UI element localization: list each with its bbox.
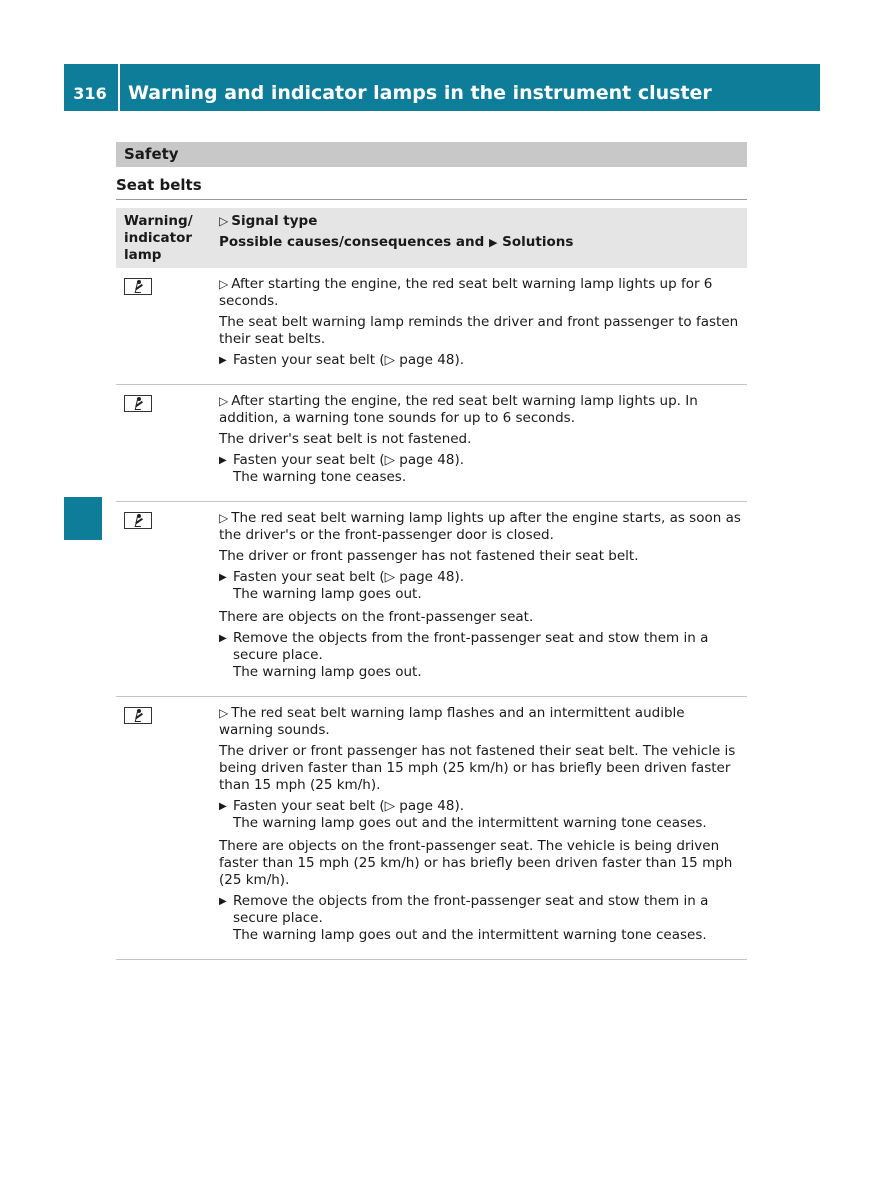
page-header [64, 64, 820, 111]
header-signal [211, 208, 747, 268]
action-step [219, 452, 741, 486]
table-row [116, 268, 747, 385]
action-result: The warning tone ceases. [233, 469, 407, 485]
action-step [219, 630, 741, 681]
lamp-cell [116, 697, 211, 960]
header-divider [118, 64, 120, 111]
header-signal-type: ▷ Signal type [219, 213, 739, 230]
lamp-cell [116, 268, 211, 385]
side-tab [64, 148, 102, 540]
side-tab-marker [64, 497, 102, 540]
seat-belt-icon [124, 395, 152, 412]
signal-type: ▷ After starting the engine, the red seat belt warning lamp lights up. In addition, a warning tone sounds for up to 6 seconds. [219, 393, 741, 427]
signal-type: ▷ The red seat belt warning lamp lights up after the engine starts, as soon as the driver's or the front-passenger door is closed. [219, 510, 741, 544]
header-lamp: Warning/ indicator lamp [116, 208, 211, 268]
action-text: ▶ Fasten your seat belt (▷ page 48). [233, 452, 465, 468]
warning-lamp-table [116, 208, 747, 960]
description-cell [211, 385, 747, 502]
page-title: Warning and indicator lamps in the instrument cluster [128, 82, 712, 104]
action-result: The warning lamp goes out and the intermittent warning tone ceases. [233, 927, 707, 943]
solutions-arrow-icon: ▶ [489, 236, 498, 249]
action-step [219, 798, 741, 832]
signal-type: ▷ After starting the engine, the red seat belt warning lamp lights up for 6 seconds. [219, 276, 741, 310]
action-text: ▶ Fasten your seat belt (▷ page 48). [233, 798, 465, 814]
page-number: 316 [73, 84, 107, 103]
action-result: The warning lamp goes out and the intermittent warning tone ceases. [233, 815, 707, 831]
signal-type: ▷ The red seat belt warning lamp flashes and an intermittent audible warning sounds. [219, 705, 741, 739]
header-solutions-text: Solutions [502, 234, 574, 250]
cause: There are objects on the front-passenger seat. [219, 609, 534, 625]
action-result: The warning lamp goes out. [233, 664, 422, 680]
description-cell [211, 697, 747, 960]
table-header-row [116, 208, 747, 268]
description-cell [211, 268, 747, 385]
section-title: Safety [116, 142, 747, 167]
seat-belt-icon [124, 512, 152, 529]
cause: There are objects on the front-passenger seat. The vehicle is being driven faster than 15 mph (25 km/h) or has briefly been driven faster than 15 mph (25 km/h). [219, 838, 733, 888]
action-step: ▶ Fasten your seat belt (▷ page 48). [219, 352, 741, 369]
action-step [219, 893, 741, 944]
header-causes [219, 234, 739, 251]
lamp-cell [116, 502, 211, 697]
action-text: ▶ Remove the objects from the front-passenger seat and stow them in a secure place. [233, 630, 709, 663]
table-row [116, 502, 747, 697]
action-text: ▶ Remove the objects from the front-passenger seat and stow them in a secure place. [233, 893, 709, 926]
action-result: The warning lamp goes out. [233, 586, 422, 602]
cause: The driver or front passenger has not fastened their seat belt. The vehicle is being driven faster than 15 mph (25 km/h) or has briefly been driven faster than 15 mph (25 km/h). [219, 743, 736, 793]
description-cell [211, 502, 747, 697]
action-text: ▶ Fasten your seat belt (▷ page 48). [233, 569, 465, 585]
subsection-title: Seat belts [116, 176, 747, 200]
seat-belt-icon [124, 707, 152, 724]
table-row [116, 385, 747, 502]
cause: The driver or front passenger has not fastened their seat belt. [219, 548, 639, 564]
header-causes-text: Possible causes/consequences and [219, 234, 485, 250]
action-step [219, 569, 741, 603]
cause: The seat belt warning lamp reminds the driver and front passenger to fasten their seat belts. [219, 314, 739, 347]
seat-belt-icon [124, 278, 152, 295]
table-row [116, 697, 747, 960]
lamp-cell [116, 385, 211, 502]
cause: The driver's seat belt is not fastened. [219, 431, 472, 447]
